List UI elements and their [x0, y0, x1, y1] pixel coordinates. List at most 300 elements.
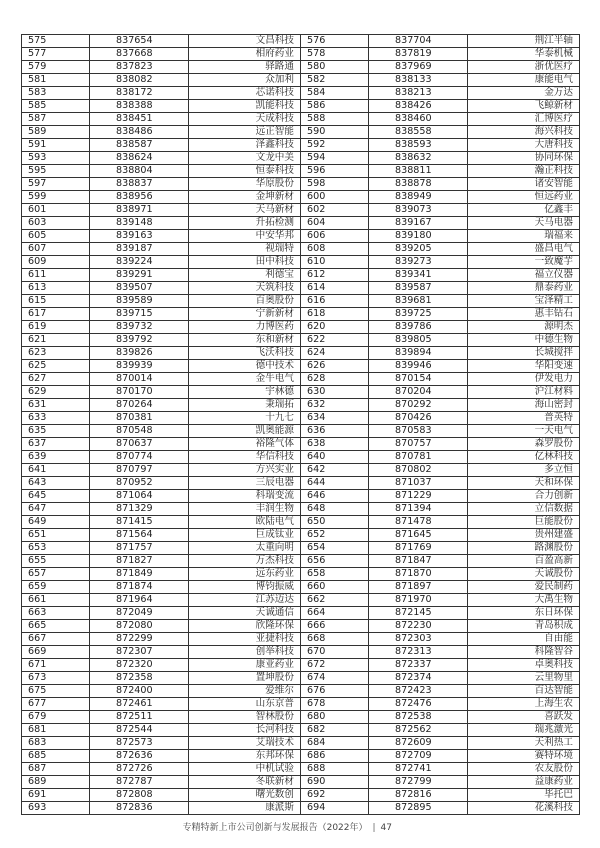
company-name: 百盈高新: [468, 555, 580, 568]
company-name: 荆江半轴: [468, 35, 580, 48]
company-name: 视瑞特: [189, 243, 301, 256]
row-number: 598: [301, 178, 369, 191]
company-name: 华原股份: [189, 178, 301, 191]
row-number: 679: [22, 711, 90, 724]
table-row: [22, 789, 580, 802]
company-list-sheet: [21, 34, 579, 815]
table-row: [22, 165, 580, 178]
company-name: 一天电气: [468, 425, 580, 438]
table-row: [22, 685, 580, 698]
row-number: 625: [22, 360, 90, 373]
row-number: 608: [301, 243, 369, 256]
stock-code: 839187: [90, 243, 189, 256]
row-number: 615: [22, 295, 90, 308]
company-name: 十九七: [189, 412, 301, 425]
row-number: 624: [301, 347, 369, 360]
table-row: [22, 594, 580, 607]
stock-code: 838949: [369, 191, 468, 204]
table-row: [22, 529, 580, 542]
company-name: 爱民制药: [468, 581, 580, 594]
company-name: 巨能股份: [468, 516, 580, 529]
company-name: 宝泽精工: [468, 295, 580, 308]
table-row: [22, 334, 580, 347]
stock-code: 839805: [369, 334, 468, 347]
row-number: 645: [22, 490, 90, 503]
stock-code: 870802: [369, 464, 468, 477]
stock-code: 838593: [369, 139, 468, 152]
table-row: [22, 386, 580, 399]
table-row: [22, 113, 580, 126]
stock-code: 872816: [369, 789, 468, 802]
company-name: 喜跃发: [468, 711, 580, 724]
stock-code: 839163: [90, 230, 189, 243]
table-row: [22, 243, 580, 256]
row-number: 643: [22, 477, 90, 490]
company-name: 华阳变速: [468, 360, 580, 373]
row-number: 585: [22, 100, 90, 113]
table-row: [22, 776, 580, 789]
table-row: [22, 724, 580, 737]
stock-code: 870757: [369, 438, 468, 451]
stock-code: 872573: [90, 737, 189, 750]
stock-code: 872544: [90, 724, 189, 737]
stock-code: 839894: [369, 347, 468, 360]
stock-code: 871478: [369, 516, 468, 529]
row-number: 640: [301, 451, 369, 464]
row-number: 607: [22, 243, 90, 256]
company-name: 创举科技: [189, 646, 301, 659]
row-number: 634: [301, 412, 369, 425]
row-number: 602: [301, 204, 369, 217]
row-number: 582: [301, 74, 369, 87]
company-name: 凯能科技: [189, 100, 301, 113]
table-row: [22, 126, 580, 139]
stock-code: 839224: [90, 256, 189, 269]
company-name: 鼎泰药业: [468, 282, 580, 295]
stock-code: 839826: [90, 347, 189, 360]
stock-code: 871847: [369, 555, 468, 568]
stock-code: 872787: [90, 776, 189, 789]
row-number: 691: [22, 789, 90, 802]
company-name: 森罗股份: [468, 438, 580, 451]
company-name: 天和环保: [468, 477, 580, 490]
company-name: 欧陆电气: [189, 516, 301, 529]
company-name: 东和新材: [189, 334, 301, 347]
row-number: 626: [301, 360, 369, 373]
stock-code: 872303: [369, 633, 468, 646]
company-name: 长河科技: [189, 724, 301, 737]
table-row: [22, 139, 580, 152]
table-row: [22, 581, 580, 594]
table-row: [22, 763, 580, 776]
stock-code: 871757: [90, 542, 189, 555]
table-row: [22, 74, 580, 87]
table-row: [22, 373, 580, 386]
row-number: 617: [22, 308, 90, 321]
table-row: [22, 256, 580, 269]
row-number: 662: [301, 594, 369, 607]
stock-code: 870170: [90, 386, 189, 399]
row-number: 652: [301, 529, 369, 542]
page-number: 47: [380, 823, 392, 833]
row-number: 604: [301, 217, 369, 230]
company-name: 三辰电器: [189, 477, 301, 490]
company-name: 田中科技: [189, 256, 301, 269]
stock-code: 838624: [90, 152, 189, 165]
company-name: 惠丰钻石: [468, 308, 580, 321]
table-row: [22, 672, 580, 685]
table-row: [22, 178, 580, 191]
company-name: 华信科技: [189, 451, 301, 464]
company-name: 飞沃科技: [189, 347, 301, 360]
stock-code: 871849: [90, 568, 189, 581]
stock-code: 837654: [90, 35, 189, 48]
company-name: 亿林科技: [468, 451, 580, 464]
stock-code: 872895: [369, 802, 468, 815]
stock-code: 871229: [369, 490, 468, 503]
row-number: 589: [22, 126, 90, 139]
row-number: 576: [301, 35, 369, 48]
row-number: 694: [301, 802, 369, 815]
stock-code: 839341: [369, 269, 468, 282]
company-name: 东日环保: [468, 607, 580, 620]
row-number: 692: [301, 789, 369, 802]
company-name: 恒远药业: [468, 191, 580, 204]
company-name: 上海生农: [468, 698, 580, 711]
company-name: 多立恒: [468, 464, 580, 477]
stock-code: 872423: [369, 685, 468, 698]
table-row: [22, 217, 580, 230]
company-name: 恒泰科技: [189, 165, 301, 178]
company-name: 力博医药: [189, 321, 301, 334]
stock-code: 872374: [369, 672, 468, 685]
stock-code: 871564: [90, 529, 189, 542]
row-number: 680: [301, 711, 369, 724]
company-name: 贵州建盛: [468, 529, 580, 542]
stock-code: 838486: [90, 126, 189, 139]
table-row: [22, 750, 580, 763]
stock-code: 872313: [369, 646, 468, 659]
company-name: 金万达: [468, 87, 580, 100]
stock-code: 839273: [369, 256, 468, 269]
stock-code: 872080: [90, 620, 189, 633]
row-number: 613: [22, 282, 90, 295]
company-name: 盛昌电气: [468, 243, 580, 256]
row-number: 658: [301, 568, 369, 581]
row-number: 681: [22, 724, 90, 737]
row-number: 594: [301, 152, 369, 165]
stock-code: 838878: [369, 178, 468, 191]
stock-code: 872320: [90, 659, 189, 672]
stock-code: 837704: [369, 35, 468, 48]
company-name: 路渊股份: [468, 542, 580, 555]
company-name: 大禹生物: [468, 594, 580, 607]
row-number: 592: [301, 139, 369, 152]
company-name: 天诚通信: [189, 607, 301, 620]
stock-code: 839291: [90, 269, 189, 282]
stock-code: 872836: [90, 802, 189, 815]
company-name: 源明杰: [468, 321, 580, 334]
stock-code: 871769: [369, 542, 468, 555]
row-number: 605: [22, 230, 90, 243]
table-row: [22, 321, 580, 334]
stock-code: 838956: [90, 191, 189, 204]
company-name: 丰润生物: [189, 503, 301, 516]
row-number: 641: [22, 464, 90, 477]
company-name: 众加利: [189, 74, 301, 87]
company-name: 文昌科技: [189, 35, 301, 48]
table-row: [22, 35, 580, 48]
stock-code: 872741: [369, 763, 468, 776]
company-name: 文龙中美: [189, 152, 301, 165]
table-row: [22, 477, 580, 490]
row-number: 682: [301, 724, 369, 737]
footer-separator: |: [372, 823, 376, 833]
stock-code: 837819: [369, 48, 468, 61]
stock-code: 839587: [369, 282, 468, 295]
company-name: 海山密封: [468, 399, 580, 412]
stock-code: 839180: [369, 230, 468, 243]
company-name: 天筑科技: [189, 282, 301, 295]
company-name: 置坤股份: [189, 672, 301, 685]
stock-code: 838451: [90, 113, 189, 126]
table-row: [22, 802, 580, 815]
table-row: [22, 282, 580, 295]
company-name: 浙优医疗: [468, 61, 580, 74]
company-name: 赛特环境: [468, 750, 580, 763]
company-name: 协同环保: [468, 152, 580, 165]
company-table: [21, 34, 580, 815]
row-number: 619: [22, 321, 90, 334]
company-name: 宁新新材: [189, 308, 301, 321]
company-name: 秉瑞拓: [189, 399, 301, 412]
company-name: 利德宝: [189, 269, 301, 282]
row-number: 686: [301, 750, 369, 763]
table-row: [22, 425, 580, 438]
company-name: 升拓检测: [189, 217, 301, 230]
company-name: 益康药业: [468, 776, 580, 789]
row-number: 610: [301, 256, 369, 269]
row-number: 601: [22, 204, 90, 217]
company-name: 长城搅拌: [468, 347, 580, 360]
row-number: 577: [22, 48, 90, 61]
row-number: 637: [22, 438, 90, 451]
company-name: 太重向明: [189, 542, 301, 555]
row-number: 672: [301, 659, 369, 672]
stock-code: 872562: [369, 724, 468, 737]
company-name: 农友股份: [468, 763, 580, 776]
company-name: 万杰科技: [189, 555, 301, 568]
stock-code: 838082: [90, 74, 189, 87]
stock-code: 871329: [90, 503, 189, 516]
stock-code: 870774: [90, 451, 189, 464]
row-number: 631: [22, 399, 90, 412]
stock-code: 838388: [90, 100, 189, 113]
company-name: 亿鑫丰: [468, 204, 580, 217]
table-row: [22, 412, 580, 425]
stock-code: 872511: [90, 711, 189, 724]
row-number: 590: [301, 126, 369, 139]
row-number: 603: [22, 217, 90, 230]
company-name: 华泰机械: [468, 48, 580, 61]
company-name: 宇林德: [189, 386, 301, 399]
row-number: 579: [22, 61, 90, 74]
stock-code: 870548: [90, 425, 189, 438]
company-name: 相府药业: [189, 48, 301, 61]
company-name: 江苏迈达: [189, 594, 301, 607]
row-number: 676: [301, 685, 369, 698]
stock-code: 838811: [369, 165, 468, 178]
stock-code: 838632: [369, 152, 468, 165]
stock-code: 837969: [369, 61, 468, 74]
company-name: 卓奥科技: [468, 659, 580, 672]
company-name: 金牛电气: [189, 373, 301, 386]
stock-code: 838460: [369, 113, 468, 126]
stock-code: 870781: [369, 451, 468, 464]
stock-code: 871897: [369, 581, 468, 594]
row-number: 612: [301, 269, 369, 282]
company-name: 巨成钛业: [189, 529, 301, 542]
row-number: 659: [22, 581, 90, 594]
company-table-body: [22, 35, 580, 815]
table-row: [22, 555, 580, 568]
company-name: 飞鲸新材: [468, 100, 580, 113]
stock-code: 839507: [90, 282, 189, 295]
company-name: 欣隆环保: [189, 620, 301, 633]
stock-code: 838558: [369, 126, 468, 139]
company-name: 瀚正科技: [468, 165, 580, 178]
company-name: 亚捷科技: [189, 633, 301, 646]
table-row: [22, 152, 580, 165]
row-number: 653: [22, 542, 90, 555]
stock-code: 871827: [90, 555, 189, 568]
row-number: 690: [301, 776, 369, 789]
row-number: 600: [301, 191, 369, 204]
company-name: 瑞兆激光: [468, 724, 580, 737]
company-name: 艾瑞技术: [189, 737, 301, 750]
row-number: 629: [22, 386, 90, 399]
stock-code: 839792: [90, 334, 189, 347]
stock-code: 839073: [369, 204, 468, 217]
stock-code: 838971: [90, 204, 189, 217]
stock-code: 871645: [369, 529, 468, 542]
table-row: [22, 503, 580, 516]
row-number: 671: [22, 659, 90, 672]
company-name: 中机试验: [189, 763, 301, 776]
stock-code: 839725: [369, 308, 468, 321]
company-name: 天诚股份: [468, 568, 580, 581]
row-number: 666: [301, 620, 369, 633]
row-number: 630: [301, 386, 369, 399]
stock-code: 839148: [90, 217, 189, 230]
stock-code: 871415: [90, 516, 189, 529]
row-number: 588: [301, 113, 369, 126]
stock-code: 870292: [369, 399, 468, 412]
company-name: 曙光数创: [189, 789, 301, 802]
stock-code: 872808: [90, 789, 189, 802]
row-number: 677: [22, 698, 90, 711]
row-number: 620: [301, 321, 369, 334]
stock-code: 839732: [90, 321, 189, 334]
row-number: 599: [22, 191, 90, 204]
row-number: 684: [301, 737, 369, 750]
company-name: 冬联新材: [189, 776, 301, 789]
table-row: [22, 698, 580, 711]
row-number: 670: [301, 646, 369, 659]
stock-code: 870637: [90, 438, 189, 451]
company-name: 青岛积成: [468, 620, 580, 633]
stock-code: 870952: [90, 477, 189, 490]
row-number: 651: [22, 529, 90, 542]
table-row: [22, 399, 580, 412]
row-number: 578: [301, 48, 369, 61]
row-number: 663: [22, 607, 90, 620]
stock-code: 839167: [369, 217, 468, 230]
row-number: 687: [22, 763, 90, 776]
table-row: [22, 308, 580, 321]
stock-code: 872709: [369, 750, 468, 763]
table-row: [22, 347, 580, 360]
row-number: 616: [301, 295, 369, 308]
table-row: [22, 490, 580, 503]
table-row: [22, 438, 580, 451]
company-name: 毕托巴: [468, 789, 580, 802]
stock-code: 838172: [90, 87, 189, 100]
row-number: 689: [22, 776, 90, 789]
company-name: 汇博医疗: [468, 113, 580, 126]
row-number: 667: [22, 633, 90, 646]
stock-code: 839939: [90, 360, 189, 373]
company-name: 瑞福来: [468, 230, 580, 243]
stock-code: 872299: [90, 633, 189, 646]
row-number: 606: [301, 230, 369, 243]
table-row: [22, 659, 580, 672]
row-number: 635: [22, 425, 90, 438]
company-name: 自由能: [468, 633, 580, 646]
company-name: 东邦环保: [189, 750, 301, 763]
stock-code: 872461: [90, 698, 189, 711]
company-name: 科隆智谷: [468, 646, 580, 659]
row-number: 675: [22, 685, 90, 698]
row-number: 621: [22, 334, 90, 347]
stock-code: 870264: [90, 399, 189, 412]
stock-code: 838426: [369, 100, 468, 113]
company-name: 普英特: [468, 412, 580, 425]
stock-code: 870381: [90, 412, 189, 425]
stock-code: 871394: [369, 503, 468, 516]
row-number: 648: [301, 503, 369, 516]
company-name: 天成科技: [189, 113, 301, 126]
row-number: 661: [22, 594, 90, 607]
row-number: 665: [22, 620, 90, 633]
row-number: 583: [22, 87, 90, 100]
table-row: [22, 464, 580, 477]
company-name: 山东京普: [189, 698, 301, 711]
company-name: 远正智能: [189, 126, 301, 139]
table-row: [22, 87, 580, 100]
stock-code: 872307: [90, 646, 189, 659]
stock-code: 872799: [369, 776, 468, 789]
row-number: 655: [22, 555, 90, 568]
row-number: 646: [301, 490, 369, 503]
company-name: 百达智能: [468, 685, 580, 698]
table-row: [22, 568, 580, 581]
row-number: 683: [22, 737, 90, 750]
stock-code: 870583: [369, 425, 468, 438]
row-number: 649: [22, 516, 90, 529]
company-name: 一致魔芋: [468, 256, 580, 269]
stock-code: 872726: [90, 763, 189, 776]
